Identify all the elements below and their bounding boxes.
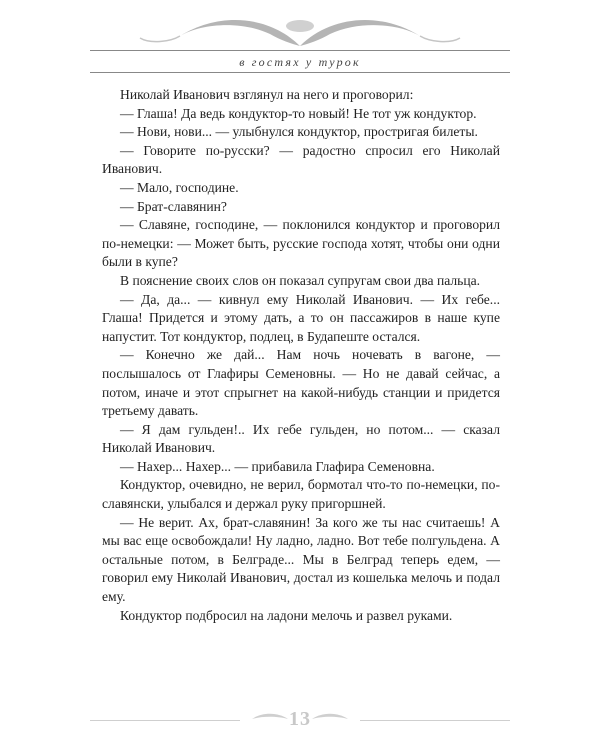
- running-title: в гостях у турок: [239, 55, 361, 69]
- paragraph: — Я дам гульден!.. Их гебе гульден, но потом... — сказал Николай Иванович.: [102, 421, 500, 456]
- footer-rule-left: [90, 720, 240, 721]
- page-number: 13: [289, 708, 311, 730]
- page-text: [102, 86, 500, 625]
- header-rule-bottom: [90, 72, 510, 73]
- paragraph: Николай Иванович взглянул на него и проговорил:: [120, 87, 414, 102]
- header-rule-top: [90, 50, 510, 51]
- paragraph: — Конечно же дай... Нам ночь ночевать в вагоне, — послышалось от Глафиры Семеновны. — Но не давай сейчас, а потом, иначе и этот спрыгнет на какой-нибудь станции и придется третьему давать.: [102, 347, 500, 419]
- footer-ornament-right: [310, 712, 350, 726]
- paragraph: — Славяне, господине, — поклонился кондуктор и проговорил по-немецки: — Может быть, русские господа хотят, чтобы они одни были в купе?: [102, 217, 500, 270]
- paragraph: — Нахер... Нахер... — прибавила Глафира Семеновна.: [120, 458, 435, 474]
- header-ornament: [0, 6, 600, 56]
- paragraph: — Не верит. Ах, брат-славянин! За кого же ты нас считаешь! А мы вас еще освобождали! Ну ладно, ладно. Вот тебе полгульдена. А остальные потом, в Белграде... Мы в Белград теперь едем, — говорил ему Николай Иванович, достал из кошелька мелочь и подал ему.: [102, 514, 500, 605]
- footer-rule-right: [360, 720, 510, 721]
- paragraph: — Мало, господине.: [120, 179, 239, 195]
- paragraph: — Да, да... — кивнул ему Николай Иванович. — Их гебе... Глаша! Придется и этому дать, а то он пассажиров в наше купе напустит. Тот кондуктор, подлец, в Будапеште остался.: [102, 291, 500, 344]
- paragraph: Кондуктор подбросил на ладони мелочь и развел руками.: [120, 607, 453, 623]
- paragraph: — Брат-славянин?: [120, 198, 227, 214]
- paragraph: — Глаша! Да ведь кондуктор-то новый! Не тот уж кондуктор.: [120, 105, 477, 121]
- paragraph: Кондуктор, очевидно, не верил, бормотал что-то по-немецки, по-славянски, улыбался и держал руку пригоршней.: [102, 477, 500, 512]
- paragraph: — Говорите по-русски? — радостно спросил его Николай Иванович.: [102, 142, 500, 177]
- paragraph: В пояснение своих слов он показал супругам свои два пальца.: [120, 272, 481, 288]
- paragraph: — Нови, нови... — улыбнулся кондуктор, простригая билеты.: [120, 124, 478, 140]
